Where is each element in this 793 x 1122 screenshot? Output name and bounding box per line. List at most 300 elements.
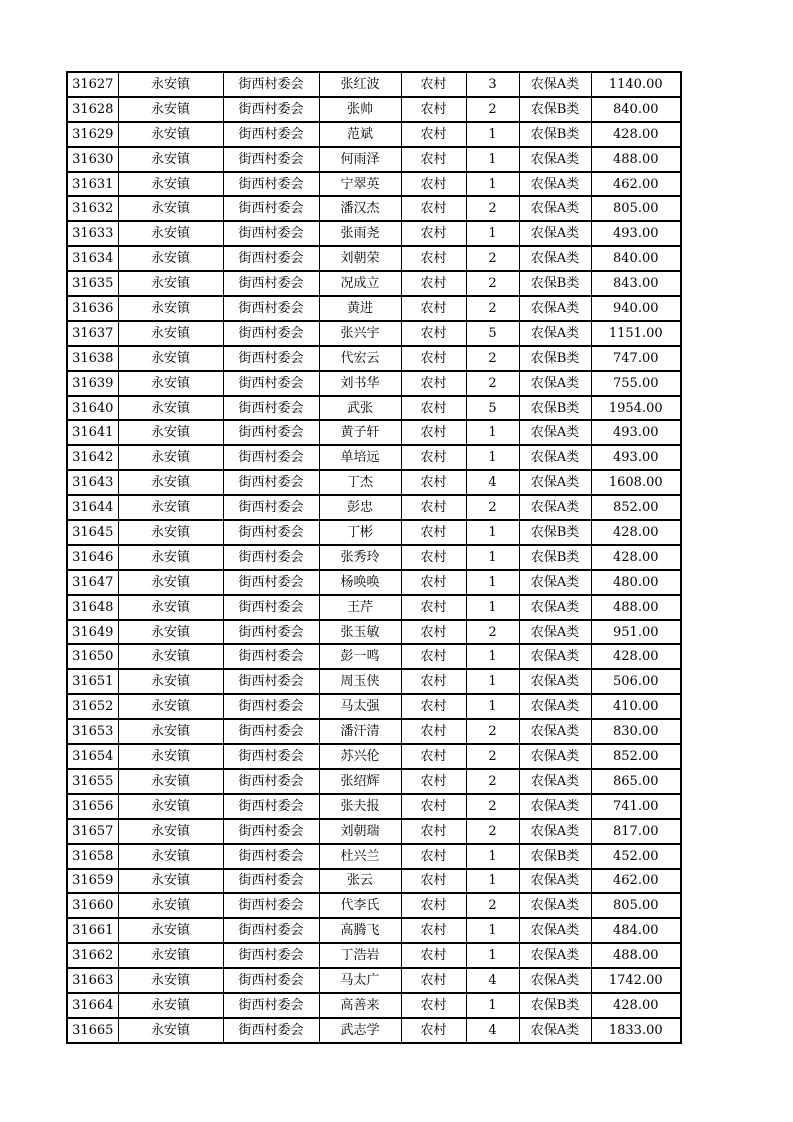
cell-person-count: 2 bbox=[466, 769, 519, 794]
table-row bbox=[67, 570, 681, 595]
cell-town: 永安镇 bbox=[118, 296, 223, 321]
table-row bbox=[67, 844, 681, 869]
cell-town: 永安镇 bbox=[118, 371, 223, 396]
cell-person-name: 代李氏 bbox=[319, 893, 401, 918]
cell-residence-type: 农村 bbox=[401, 445, 466, 470]
table-row bbox=[67, 147, 681, 172]
cell-residence-type: 农村 bbox=[401, 172, 466, 197]
cell-person-name: 高腾飞 bbox=[319, 918, 401, 943]
cell-village-committee: 街西村委会 bbox=[223, 420, 319, 445]
cell-person-count: 2 bbox=[466, 371, 519, 396]
cell-amount: 1742.00 bbox=[591, 968, 681, 993]
table-row bbox=[67, 669, 681, 694]
cell-village-committee: 街西村委会 bbox=[223, 271, 319, 296]
cell-residence-type: 农村 bbox=[401, 221, 466, 246]
cell-insurance-category: 农保A类 bbox=[519, 420, 591, 445]
cell-residence-type: 农村 bbox=[401, 72, 466, 97]
cell-person-name: 彭忠 bbox=[319, 495, 401, 520]
cell-village-committee: 街西村委会 bbox=[223, 545, 319, 570]
cell-person-name: 刘书华 bbox=[319, 371, 401, 396]
cell-insurance-category: 农保B类 bbox=[519, 271, 591, 296]
cell-village-committee: 街西村委会 bbox=[223, 719, 319, 744]
cell-person-count: 2 bbox=[466, 893, 519, 918]
cell-insurance-category: 农保A类 bbox=[519, 769, 591, 794]
cell-residence-type: 农村 bbox=[401, 893, 466, 918]
cell-amount: 755.00 bbox=[591, 371, 681, 396]
cell-amount: 1833.00 bbox=[591, 1018, 681, 1043]
cell-insurance-category: 农保A类 bbox=[519, 296, 591, 321]
cell-record-id: 31658 bbox=[67, 844, 118, 869]
cell-person-name: 高善来 bbox=[319, 993, 401, 1018]
cell-person-count: 3 bbox=[466, 72, 519, 97]
cell-person-name: 王芹 bbox=[319, 595, 401, 620]
cell-insurance-category: 农保B类 bbox=[519, 97, 591, 122]
cell-amount: 817.00 bbox=[591, 819, 681, 844]
cell-residence-type: 农村 bbox=[401, 196, 466, 221]
cell-village-committee: 街西村委会 bbox=[223, 445, 319, 470]
cell-record-id: 31647 bbox=[67, 570, 118, 595]
cell-insurance-category: 农保A类 bbox=[519, 943, 591, 968]
cell-village-committee: 街西村委会 bbox=[223, 943, 319, 968]
table-row bbox=[67, 495, 681, 520]
cell-record-id: 31629 bbox=[67, 122, 118, 147]
cell-amount: 488.00 bbox=[591, 147, 681, 172]
cell-village-committee: 街西村委会 bbox=[223, 396, 319, 421]
cell-residence-type: 农村 bbox=[401, 869, 466, 894]
cell-residence-type: 农村 bbox=[401, 1018, 466, 1043]
cell-person-name: 周玉侠 bbox=[319, 669, 401, 694]
cell-record-id: 31632 bbox=[67, 196, 118, 221]
cell-village-committee: 街西村委会 bbox=[223, 819, 319, 844]
cell-town: 永安镇 bbox=[118, 271, 223, 296]
cell-residence-type: 农村 bbox=[401, 396, 466, 421]
cell-person-count: 2 bbox=[466, 794, 519, 819]
table-row bbox=[67, 172, 681, 197]
cell-insurance-category: 农保A类 bbox=[519, 321, 591, 346]
cell-town: 永安镇 bbox=[118, 172, 223, 197]
cell-person-count: 1 bbox=[466, 669, 519, 694]
cell-insurance-category: 农保A类 bbox=[519, 620, 591, 645]
cell-person-name: 马太强 bbox=[319, 694, 401, 719]
cell-record-id: 31631 bbox=[67, 172, 118, 197]
cell-amount: 830.00 bbox=[591, 719, 681, 744]
cell-record-id: 31633 bbox=[67, 221, 118, 246]
cell-residence-type: 农村 bbox=[401, 246, 466, 271]
cell-village-committee: 街西村委会 bbox=[223, 346, 319, 371]
cell-amount: 480.00 bbox=[591, 570, 681, 595]
table-row bbox=[67, 246, 681, 271]
cell-town: 永安镇 bbox=[118, 769, 223, 794]
cell-town: 永安镇 bbox=[118, 545, 223, 570]
cell-record-id: 31653 bbox=[67, 719, 118, 744]
table-row bbox=[67, 271, 681, 296]
cell-person-count: 1 bbox=[466, 844, 519, 869]
cell-town: 永安镇 bbox=[118, 122, 223, 147]
cell-insurance-category: 农保B类 bbox=[519, 844, 591, 869]
cell-record-id: 31650 bbox=[67, 644, 118, 669]
cell-insurance-category: 农保A类 bbox=[519, 246, 591, 271]
table-row bbox=[67, 371, 681, 396]
cell-amount: 805.00 bbox=[591, 893, 681, 918]
cell-residence-type: 农村 bbox=[401, 470, 466, 495]
cell-insurance-category: 农保B类 bbox=[519, 346, 591, 371]
cell-person-count: 1 bbox=[466, 869, 519, 894]
cell-insurance-category: 农保B类 bbox=[519, 396, 591, 421]
cell-town: 永安镇 bbox=[118, 669, 223, 694]
cell-village-committee: 街西村委会 bbox=[223, 869, 319, 894]
cell-town: 永安镇 bbox=[118, 147, 223, 172]
cell-record-id: 31661 bbox=[67, 918, 118, 943]
cell-amount: 1608.00 bbox=[591, 470, 681, 495]
cell-residence-type: 农村 bbox=[401, 943, 466, 968]
cell-amount: 428.00 bbox=[591, 520, 681, 545]
table-row bbox=[67, 918, 681, 943]
cell-insurance-category: 农保A类 bbox=[519, 495, 591, 520]
cell-person-count: 5 bbox=[466, 396, 519, 421]
cell-amount: 488.00 bbox=[591, 943, 681, 968]
table-row bbox=[67, 893, 681, 918]
cell-person-count: 1 bbox=[466, 221, 519, 246]
cell-record-id: 31637 bbox=[67, 321, 118, 346]
cell-town: 永安镇 bbox=[118, 719, 223, 744]
cell-village-committee: 街西村委会 bbox=[223, 968, 319, 993]
cell-village-committee: 街西村委会 bbox=[223, 694, 319, 719]
cell-village-committee: 街西村委会 bbox=[223, 993, 319, 1018]
cell-residence-type: 农村 bbox=[401, 520, 466, 545]
cell-insurance-category: 农保A类 bbox=[519, 445, 591, 470]
cell-village-committee: 街西村委会 bbox=[223, 371, 319, 396]
cell-amount: 428.00 bbox=[591, 545, 681, 570]
cell-residence-type: 农村 bbox=[401, 769, 466, 794]
table-row bbox=[67, 819, 681, 844]
cell-insurance-category: 农保A类 bbox=[519, 744, 591, 769]
cell-insurance-category: 农保A类 bbox=[519, 196, 591, 221]
cell-insurance-category: 农保A类 bbox=[519, 172, 591, 197]
cell-person-name: 况成立 bbox=[319, 271, 401, 296]
cell-residence-type: 农村 bbox=[401, 694, 466, 719]
cell-amount: 843.00 bbox=[591, 271, 681, 296]
cell-residence-type: 农村 bbox=[401, 968, 466, 993]
cell-village-committee: 街西村委会 bbox=[223, 595, 319, 620]
cell-record-id: 31654 bbox=[67, 744, 118, 769]
cell-town: 永安镇 bbox=[118, 495, 223, 520]
cell-person-name: 黄进 bbox=[319, 296, 401, 321]
cell-village-committee: 街西村委会 bbox=[223, 570, 319, 595]
cell-insurance-category: 农保A类 bbox=[519, 595, 591, 620]
cell-record-id: 31646 bbox=[67, 545, 118, 570]
cell-record-id: 31652 bbox=[67, 694, 118, 719]
cell-residence-type: 农村 bbox=[401, 122, 466, 147]
cell-town: 永安镇 bbox=[118, 221, 223, 246]
cell-village-committee: 街西村委会 bbox=[223, 470, 319, 495]
cell-person-count: 2 bbox=[466, 620, 519, 645]
cell-amount: 1954.00 bbox=[591, 396, 681, 421]
table-row bbox=[67, 968, 681, 993]
cell-village-committee: 街西村委会 bbox=[223, 769, 319, 794]
cell-record-id: 31636 bbox=[67, 296, 118, 321]
cell-town: 永安镇 bbox=[118, 321, 223, 346]
cell-record-id: 31655 bbox=[67, 769, 118, 794]
table-row bbox=[67, 97, 681, 122]
table-row bbox=[67, 869, 681, 894]
cell-person-name: 范斌 bbox=[319, 122, 401, 147]
cell-residence-type: 农村 bbox=[401, 719, 466, 744]
cell-person-name: 刘朝荣 bbox=[319, 246, 401, 271]
cell-village-committee: 街西村委会 bbox=[223, 97, 319, 122]
cell-amount: 462.00 bbox=[591, 869, 681, 894]
cell-village-committee: 街西村委会 bbox=[223, 644, 319, 669]
cell-residence-type: 农村 bbox=[401, 620, 466, 645]
cell-record-id: 31643 bbox=[67, 470, 118, 495]
cell-village-committee: 街西村委会 bbox=[223, 122, 319, 147]
cell-person-count: 1 bbox=[466, 644, 519, 669]
table-row bbox=[67, 744, 681, 769]
cell-person-name: 张雨尧 bbox=[319, 221, 401, 246]
cell-town: 永安镇 bbox=[118, 246, 223, 271]
cell-person-name: 张秀玲 bbox=[319, 545, 401, 570]
table-row bbox=[67, 719, 681, 744]
cell-person-count: 1 bbox=[466, 595, 519, 620]
cell-record-id: 31627 bbox=[67, 72, 118, 97]
table-row bbox=[67, 346, 681, 371]
cell-village-committee: 街西村委会 bbox=[223, 221, 319, 246]
cell-village-committee: 街西村委会 bbox=[223, 520, 319, 545]
cell-residence-type: 农村 bbox=[401, 545, 466, 570]
cell-town: 永安镇 bbox=[118, 1018, 223, 1043]
cell-residence-type: 农村 bbox=[401, 371, 466, 396]
cell-person-name: 彭一鸣 bbox=[319, 644, 401, 669]
cell-record-id: 31656 bbox=[67, 794, 118, 819]
cell-residence-type: 农村 bbox=[401, 570, 466, 595]
cell-record-id: 31640 bbox=[67, 396, 118, 421]
cell-village-committee: 街西村委会 bbox=[223, 196, 319, 221]
cell-record-id: 31663 bbox=[67, 968, 118, 993]
cell-town: 永安镇 bbox=[118, 893, 223, 918]
cell-village-committee: 街西村委会 bbox=[223, 893, 319, 918]
cell-amount: 506.00 bbox=[591, 669, 681, 694]
cell-insurance-category: 农保A类 bbox=[519, 371, 591, 396]
table-row bbox=[67, 221, 681, 246]
cell-record-id: 31648 bbox=[67, 595, 118, 620]
cell-residence-type: 农村 bbox=[401, 296, 466, 321]
table-row bbox=[67, 72, 681, 97]
cell-person-name: 黄子轩 bbox=[319, 420, 401, 445]
cell-insurance-category: 农保A类 bbox=[519, 570, 591, 595]
table-row bbox=[67, 296, 681, 321]
cell-town: 永安镇 bbox=[118, 620, 223, 645]
cell-town: 永安镇 bbox=[118, 346, 223, 371]
table-row bbox=[67, 196, 681, 221]
cell-town: 永安镇 bbox=[118, 72, 223, 97]
cell-town: 永安镇 bbox=[118, 819, 223, 844]
cell-insurance-category: 农保A类 bbox=[519, 968, 591, 993]
cell-person-name: 张玉敏 bbox=[319, 620, 401, 645]
cell-village-committee: 街西村委会 bbox=[223, 918, 319, 943]
cell-residence-type: 农村 bbox=[401, 669, 466, 694]
cell-amount: 493.00 bbox=[591, 221, 681, 246]
cell-person-count: 1 bbox=[466, 420, 519, 445]
cell-amount: 747.00 bbox=[591, 346, 681, 371]
table-body bbox=[67, 72, 681, 1043]
cell-amount: 940.00 bbox=[591, 296, 681, 321]
table-row bbox=[67, 794, 681, 819]
cell-insurance-category: 农保A类 bbox=[519, 819, 591, 844]
cell-person-name: 杨唤唤 bbox=[319, 570, 401, 595]
cell-insurance-category: 农保A类 bbox=[519, 147, 591, 172]
cell-residence-type: 农村 bbox=[401, 744, 466, 769]
cell-town: 永安镇 bbox=[118, 396, 223, 421]
table-row bbox=[67, 321, 681, 346]
cell-amount: 493.00 bbox=[591, 445, 681, 470]
cell-amount: 951.00 bbox=[591, 620, 681, 645]
cell-amount: 428.00 bbox=[591, 993, 681, 1018]
insurance-roster-table bbox=[66, 71, 682, 1044]
cell-insurance-category: 农保A类 bbox=[519, 221, 591, 246]
cell-person-count: 2 bbox=[466, 246, 519, 271]
table-row bbox=[67, 520, 681, 545]
cell-amount: 488.00 bbox=[591, 595, 681, 620]
cell-person-count: 1 bbox=[466, 445, 519, 470]
cell-person-name: 何雨泽 bbox=[319, 147, 401, 172]
cell-amount: 493.00 bbox=[591, 420, 681, 445]
cell-insurance-category: 农保A类 bbox=[519, 719, 591, 744]
cell-record-id: 31649 bbox=[67, 620, 118, 645]
cell-town: 永安镇 bbox=[118, 943, 223, 968]
cell-person-count: 2 bbox=[466, 296, 519, 321]
cell-amount: 840.00 bbox=[591, 246, 681, 271]
cell-person-count: 2 bbox=[466, 196, 519, 221]
cell-person-name: 潘汗清 bbox=[319, 719, 401, 744]
cell-residence-type: 农村 bbox=[401, 271, 466, 296]
cell-person-name: 单培远 bbox=[319, 445, 401, 470]
cell-person-name: 潘汉杰 bbox=[319, 196, 401, 221]
table-row bbox=[67, 694, 681, 719]
cell-amount: 484.00 bbox=[591, 918, 681, 943]
cell-person-name: 张绍辉 bbox=[319, 769, 401, 794]
cell-person-name: 张红波 bbox=[319, 72, 401, 97]
cell-town: 永安镇 bbox=[118, 844, 223, 869]
table-row bbox=[67, 943, 681, 968]
cell-amount: 852.00 bbox=[591, 744, 681, 769]
cell-amount: 462.00 bbox=[591, 172, 681, 197]
cell-person-count: 4 bbox=[466, 470, 519, 495]
cell-town: 永安镇 bbox=[118, 993, 223, 1018]
cell-record-id: 31642 bbox=[67, 445, 118, 470]
cell-amount: 865.00 bbox=[591, 769, 681, 794]
cell-record-id: 31659 bbox=[67, 869, 118, 894]
cell-residence-type: 农村 bbox=[401, 819, 466, 844]
cell-amount: 741.00 bbox=[591, 794, 681, 819]
cell-town: 永安镇 bbox=[118, 470, 223, 495]
cell-residence-type: 农村 bbox=[401, 97, 466, 122]
cell-person-count: 1 bbox=[466, 694, 519, 719]
cell-person-name: 刘朝瑞 bbox=[319, 819, 401, 844]
cell-person-count: 2 bbox=[466, 744, 519, 769]
table-row bbox=[67, 445, 681, 470]
cell-town: 永安镇 bbox=[118, 794, 223, 819]
cell-record-id: 31628 bbox=[67, 97, 118, 122]
table-row bbox=[67, 620, 681, 645]
cell-record-id: 31660 bbox=[67, 893, 118, 918]
cell-record-id: 31665 bbox=[67, 1018, 118, 1043]
cell-village-committee: 街西村委会 bbox=[223, 844, 319, 869]
cell-amount: 428.00 bbox=[591, 122, 681, 147]
cell-town: 永安镇 bbox=[118, 196, 223, 221]
cell-residence-type: 农村 bbox=[401, 595, 466, 620]
cell-record-id: 31634 bbox=[67, 246, 118, 271]
cell-person-count: 5 bbox=[466, 321, 519, 346]
cell-person-count: 1 bbox=[466, 172, 519, 197]
cell-village-committee: 街西村委会 bbox=[223, 794, 319, 819]
cell-village-committee: 街西村委会 bbox=[223, 296, 319, 321]
cell-insurance-category: 农保A类 bbox=[519, 694, 591, 719]
cell-person-count: 1 bbox=[466, 993, 519, 1018]
cell-person-count: 2 bbox=[466, 346, 519, 371]
cell-amount: 840.00 bbox=[591, 97, 681, 122]
cell-person-count: 1 bbox=[466, 545, 519, 570]
cell-village-committee: 街西村委会 bbox=[223, 1018, 319, 1043]
cell-residence-type: 农村 bbox=[401, 495, 466, 520]
cell-record-id: 31635 bbox=[67, 271, 118, 296]
cell-residence-type: 农村 bbox=[401, 918, 466, 943]
cell-town: 永安镇 bbox=[118, 520, 223, 545]
table-row bbox=[67, 1018, 681, 1043]
cell-record-id: 31638 bbox=[67, 346, 118, 371]
cell-insurance-category: 农保A类 bbox=[519, 72, 591, 97]
cell-insurance-category: 农保A类 bbox=[519, 669, 591, 694]
cell-town: 永安镇 bbox=[118, 420, 223, 445]
cell-person-name: 代宏云 bbox=[319, 346, 401, 371]
cell-person-name: 武志学 bbox=[319, 1018, 401, 1043]
cell-amount: 1151.00 bbox=[591, 321, 681, 346]
cell-town: 永安镇 bbox=[118, 968, 223, 993]
cell-person-count: 1 bbox=[466, 122, 519, 147]
cell-person-count: 2 bbox=[466, 719, 519, 744]
cell-record-id: 31639 bbox=[67, 371, 118, 396]
cell-insurance-category: 农保A类 bbox=[519, 1018, 591, 1043]
cell-insurance-category: 农保A类 bbox=[519, 869, 591, 894]
cell-person-name: 武张 bbox=[319, 396, 401, 421]
cell-insurance-category: 农保B类 bbox=[519, 993, 591, 1018]
cell-person-name: 马太广 bbox=[319, 968, 401, 993]
cell-residence-type: 农村 bbox=[401, 321, 466, 346]
cell-amount: 410.00 bbox=[591, 694, 681, 719]
table-row bbox=[67, 470, 681, 495]
cell-person-count: 2 bbox=[466, 271, 519, 296]
cell-town: 永安镇 bbox=[118, 744, 223, 769]
cell-residence-type: 农村 bbox=[401, 844, 466, 869]
cell-person-name: 张夫报 bbox=[319, 794, 401, 819]
cell-person-count: 1 bbox=[466, 520, 519, 545]
cell-record-id: 31645 bbox=[67, 520, 118, 545]
cell-village-committee: 街西村委会 bbox=[223, 72, 319, 97]
cell-person-count: 1 bbox=[466, 918, 519, 943]
cell-insurance-category: 农保B类 bbox=[519, 122, 591, 147]
cell-village-committee: 街西村委会 bbox=[223, 669, 319, 694]
cell-record-id: 31662 bbox=[67, 943, 118, 968]
cell-town: 永安镇 bbox=[118, 694, 223, 719]
cell-residence-type: 农村 bbox=[401, 794, 466, 819]
cell-insurance-category: 农保B类 bbox=[519, 520, 591, 545]
cell-town: 永安镇 bbox=[118, 445, 223, 470]
cell-town: 永安镇 bbox=[118, 570, 223, 595]
cell-amount: 852.00 bbox=[591, 495, 681, 520]
cell-insurance-category: 农保A类 bbox=[519, 918, 591, 943]
cell-residence-type: 农村 bbox=[401, 346, 466, 371]
cell-residence-type: 农村 bbox=[401, 993, 466, 1018]
cell-person-name: 苏兴伦 bbox=[319, 744, 401, 769]
cell-person-count: 4 bbox=[466, 968, 519, 993]
